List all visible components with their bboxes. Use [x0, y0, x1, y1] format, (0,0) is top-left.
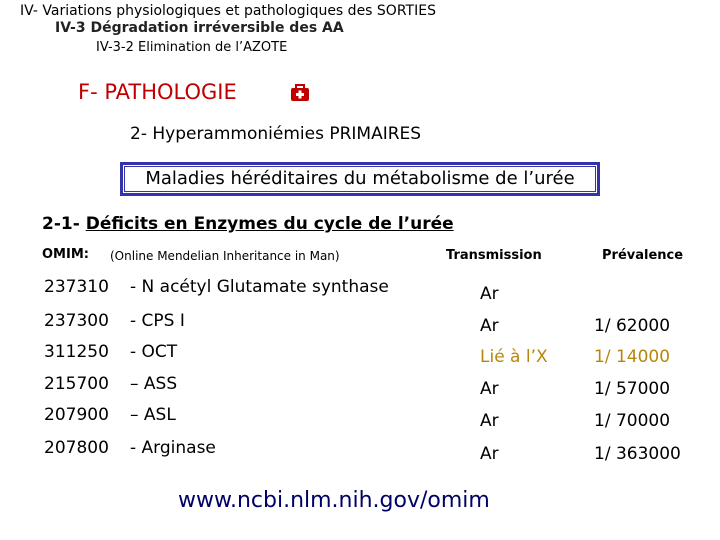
- row-2-prevalence: 1/ 62000: [594, 316, 671, 336]
- row-5-enzyme: – ASL: [130, 405, 176, 425]
- row-2-enzyme: - CPS I: [130, 311, 185, 331]
- row-4-code: 215700: [44, 374, 109, 394]
- column-header-prevalence: Prévalence: [602, 248, 684, 263]
- section-title: F- PATHOLOGIE: [78, 80, 237, 104]
- row-3-prevalence: 1/ 14000: [594, 347, 671, 367]
- header-line-2: IV-3 Dégradation irréversible des AA: [55, 20, 344, 36]
- row-5-transmission: Ar: [480, 411, 499, 431]
- row-2-code: 237300: [44, 311, 109, 331]
- row-5-code: 207900: [44, 405, 109, 425]
- subsection-heading: [42, 214, 454, 234]
- row-2-transmission: Ar: [480, 316, 499, 336]
- row-6-transmission: Ar: [480, 444, 499, 464]
- boxed-title-frame: [120, 162, 600, 196]
- first-aid-kit-icon: [290, 84, 310, 102]
- row-6-code: 207800: [44, 438, 109, 458]
- header-line-3: IV-3-2 Elimination de l’AZOTE: [96, 40, 288, 55]
- omim-description: (Online Mendelian Inheritance in Man): [110, 249, 340, 263]
- subsection-number: 2-1-: [42, 214, 80, 234]
- row-1-transmission: Ar: [480, 284, 499, 304]
- omim-label: OMIM:: [42, 247, 89, 262]
- row-1-code: 237310: [44, 277, 109, 297]
- row-1-enzyme: - N acétyl Glutamate synthase: [130, 277, 389, 297]
- row-4-transmission: Ar: [480, 379, 499, 399]
- row-3-transmission: Lié à l’X: [480, 347, 548, 367]
- row-6-enzyme: - Arginase: [130, 438, 216, 458]
- subtitle: 2- Hyperammoniémies PRIMAIRES: [130, 124, 422, 144]
- row-4-enzyme: – ASS: [130, 374, 178, 394]
- row-6-prevalence: 1/ 363000: [594, 444, 681, 464]
- row-3-enzyme: - OCT: [130, 342, 178, 362]
- row-5-prevalence: 1/ 70000: [594, 411, 671, 431]
- boxed-title: Maladies héréditaires du métabolisme de l’urée: [124, 166, 596, 192]
- header-line-1: IV- Variations physiologiques et pathologiques des SORTIES: [20, 3, 436, 19]
- column-header-transmission: Transmission: [446, 248, 542, 263]
- row-3-code: 311250: [44, 342, 109, 362]
- row-4-prevalence: 1/ 57000: [594, 379, 671, 399]
- omim-url-link[interactable]: www.ncbi.nlm.nih.gov/omim: [178, 488, 490, 513]
- subsection-title: Déficits en Enzymes du cycle de l’urée: [85, 214, 454, 234]
